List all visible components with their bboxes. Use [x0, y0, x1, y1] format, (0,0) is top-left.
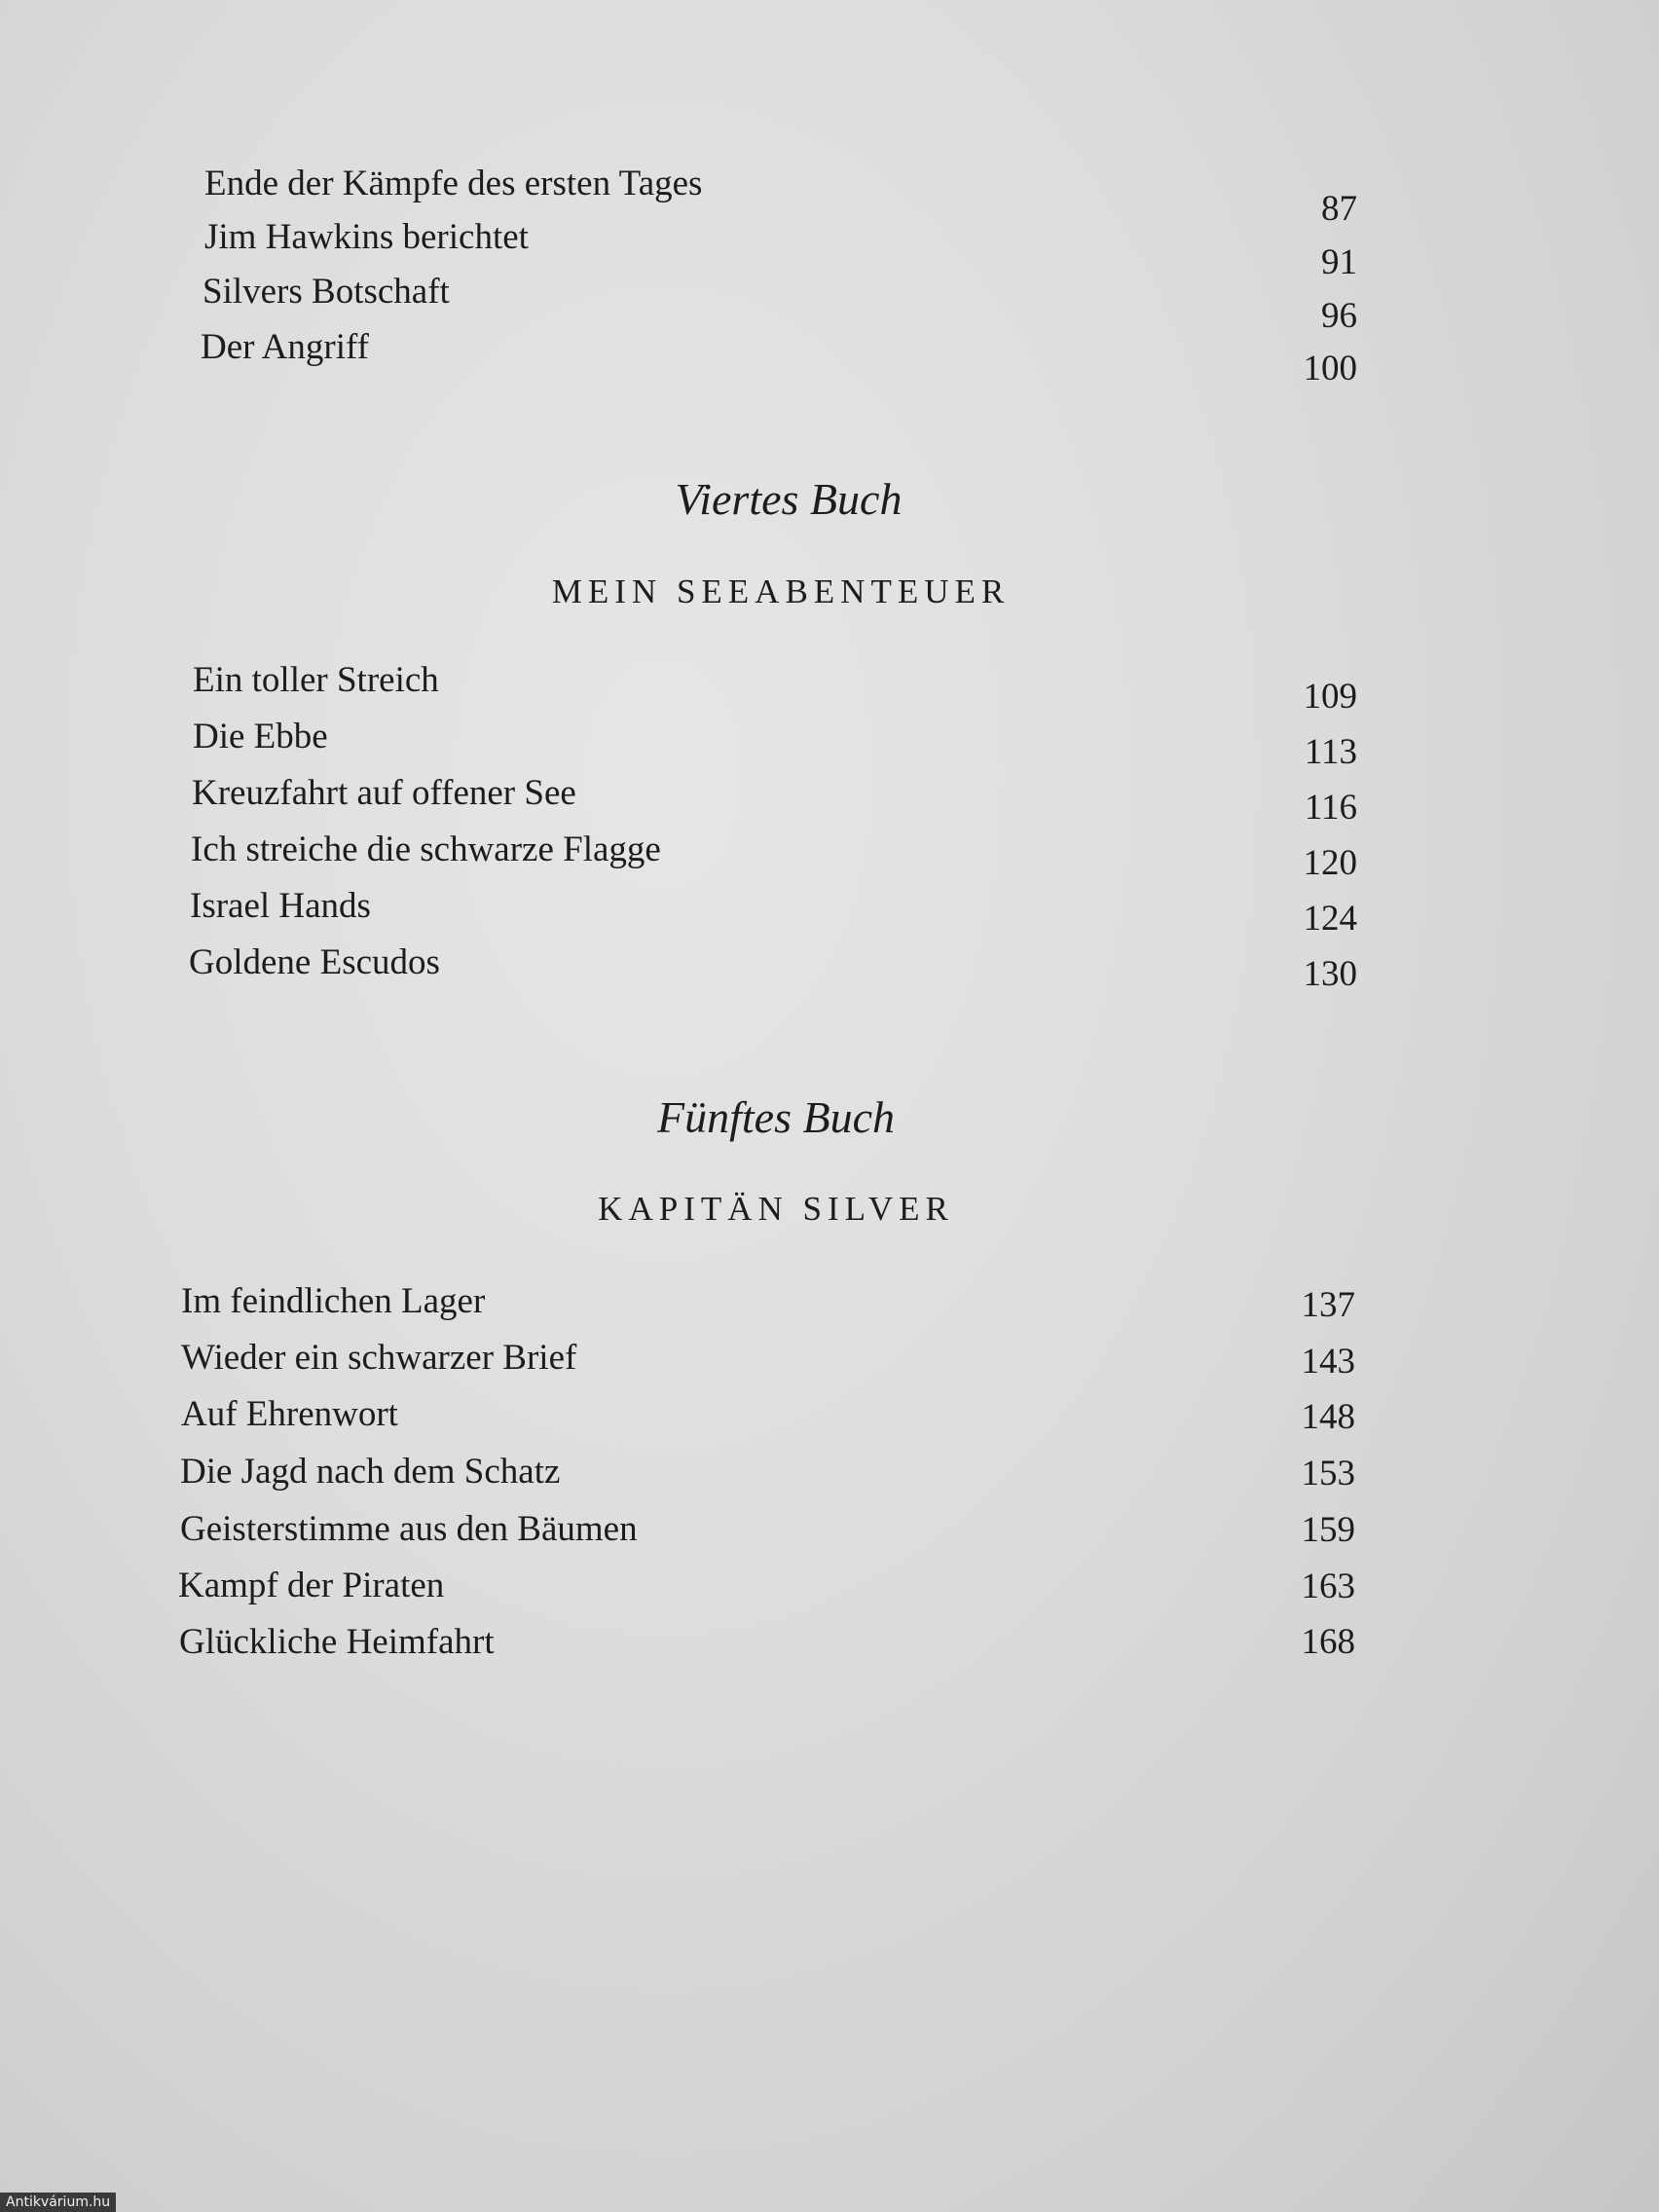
toc-entry-page: 109 — [1303, 677, 1357, 717]
toc-entry-page: 100 — [1303, 349, 1357, 388]
toc-entry-page: 153 — [1301, 1454, 1355, 1493]
toc-entry-title: Der Angriff — [201, 327, 369, 367]
toc-entry-page: 159 — [1301, 1510, 1355, 1550]
toc-entry-page: 163 — [1301, 1567, 1355, 1606]
toc-entry-title: Kreuzfahrt auf offener See — [192, 773, 576, 813]
toc-entry-page: 113 — [1304, 732, 1357, 772]
toc-entry-title: Ich streiche die schwarze Flagge — [191, 830, 661, 869]
toc-entry-title: Im feindlichen Lager — [181, 1281, 486, 1321]
toc-entry-title: Geisterstimme aus den Bäumen — [180, 1509, 638, 1549]
toc-entry-title: Jim Hawkins berichtet — [204, 217, 529, 257]
book-five-label: Fünftes Buch — [657, 1092, 895, 1142]
toc-entry-title: Ende der Kämpfe des ersten Tages — [204, 164, 703, 203]
toc-entry-title: Israel Hands — [190, 886, 371, 926]
toc-entry-page: 137 — [1301, 1285, 1355, 1325]
toc-entry-page: 130 — [1303, 954, 1357, 994]
toc-entry-title: Die Ebbe — [193, 717, 328, 756]
toc-entry-page: 116 — [1304, 788, 1357, 828]
toc-entry-page: 87 — [1321, 189, 1357, 229]
toc-entry-title: Silvers Botschaft — [203, 272, 450, 312]
toc-entry-page: 124 — [1303, 899, 1357, 939]
watermark-label: Antikvárium.hu — [0, 2193, 116, 2212]
toc-entry-page: 120 — [1303, 843, 1357, 883]
toc-entry-title: Auf Ehrenwort — [181, 1394, 398, 1434]
toc-entry-title: Die Jagd nach dem Schatz — [180, 1452, 561, 1492]
toc-entry-title: Glückliche Heimfahrt — [179, 1622, 495, 1662]
toc-entry-page: 143 — [1301, 1342, 1355, 1382]
toc-entry-title: Kampf der Piraten — [178, 1566, 445, 1605]
toc-entry-page: 148 — [1301, 1397, 1355, 1437]
book-five-title: KAPITÄN SILVER — [598, 1190, 954, 1228]
toc-entry-title: Wieder ein schwarzer Brief — [181, 1338, 577, 1378]
toc-entry-page: 91 — [1321, 242, 1357, 282]
toc-entry-title: Ein toller Streich — [193, 660, 439, 700]
book-four-title: MEIN SEEABENTEUER — [551, 572, 1011, 610]
book-four-label: Viertes Buch — [675, 474, 903, 524]
toc-entry-page: 96 — [1321, 296, 1357, 336]
toc-entry-title: Goldene Escudos — [189, 942, 440, 982]
toc-entry-page: 168 — [1301, 1622, 1355, 1662]
